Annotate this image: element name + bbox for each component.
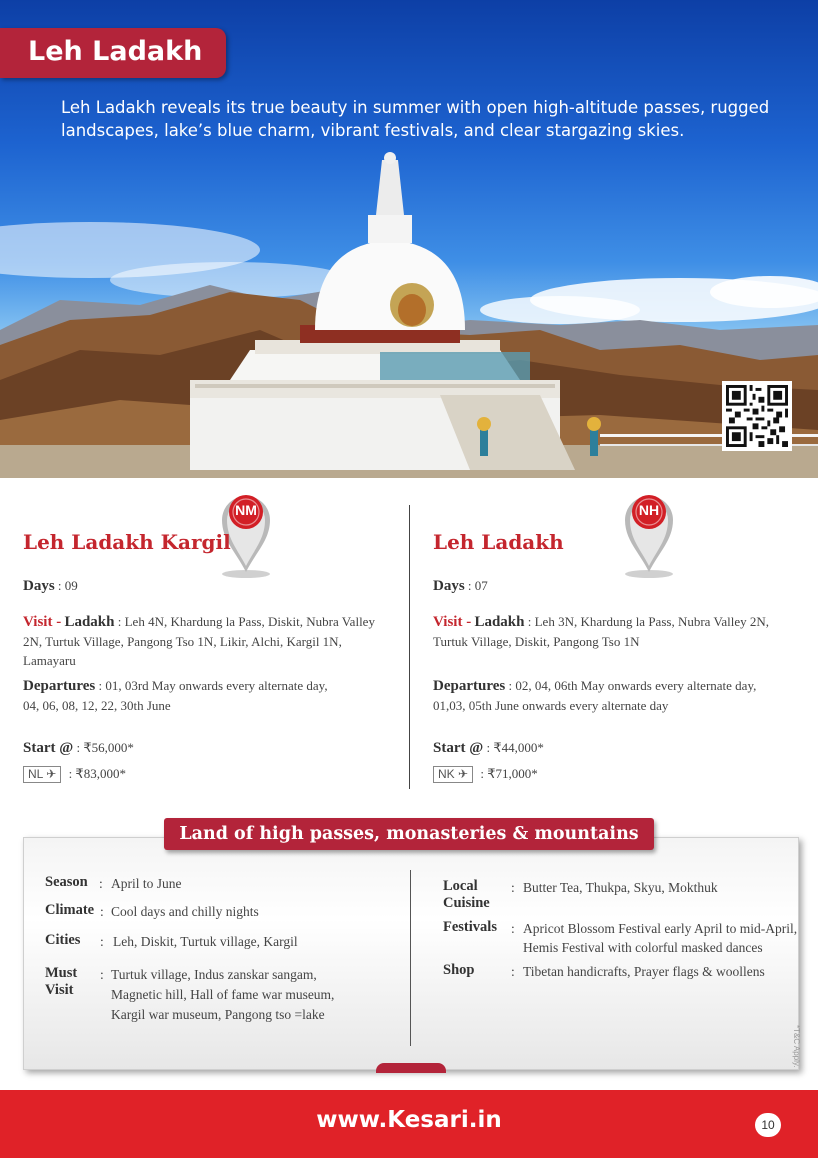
location-pin-icon: [619, 490, 679, 580]
info-value: Butter Tea, Thukpa, Skyu, Mokthuk: [523, 880, 718, 895]
tour-days: [23, 576, 78, 596]
info-key: Must: [45, 965, 78, 981]
start-value: : ₹56,000*: [76, 740, 134, 755]
website-link[interactable]: www.Kesari.in: [316, 1107, 502, 1133]
tour-code-value: : ₹83,000*: [68, 766, 126, 781]
info-key: Shop: [443, 962, 475, 978]
tour-departures: [23, 676, 395, 715]
info-value: Magnetic hill, Hall of fame war museum,: [111, 987, 335, 1002]
start-label: Start @: [23, 740, 74, 756]
info-value: Apricot Blossom Festival early April to mid-April,: [523, 921, 798, 936]
info-local-cuisine: Local Cuisine : Butter Tea, Thukpa, Skyu, Mokthuk: [443, 878, 718, 911]
visit-region: Ladakh: [64, 614, 115, 630]
info-heading: Land of high passes, monasteries & mountains: [179, 824, 639, 844]
info-key: Cities: [45, 932, 81, 948]
tour-code-price: [433, 764, 538, 783]
info-value: Kargil war museum, Pangong tso =lake: [111, 1007, 325, 1022]
departures-line1: : 01, 03rd May onwards every alternate day,: [98, 678, 328, 693]
departures-label: Departures: [433, 678, 506, 694]
visit-label: Visit -: [433, 614, 472, 630]
tour-code-value: : ₹71,000*: [480, 766, 538, 781]
info-value: Turtuk village, Indus zanskar sangam,: [111, 967, 317, 982]
tour-code-badge: [433, 766, 473, 783]
tour-code-price: [23, 764, 126, 783]
info-must-visit: Must Visit : Turtuk village, Indus zanskar sangam, Magnetic hill, Hall of fame war museum, Kargil war museum, Pangong tso =lake: [45, 965, 335, 1022]
destination-title: Leh Ladakh: [28, 36, 203, 67]
info-value: April to June: [111, 876, 182, 891]
tour-title: Leh Ladakh: [433, 530, 564, 554]
terms-note: *T&C Apply.: [792, 1025, 801, 1068]
info-key: Visit: [45, 982, 74, 998]
tour-divider: [409, 505, 410, 789]
tour-start-price: [23, 738, 134, 758]
info-cities: Cities : Leh, Diskit, Turtuk village, Kargil: [45, 932, 298, 949]
tour-visit: [23, 612, 395, 670]
info-divider: [410, 870, 411, 1046]
tour-visit: [433, 612, 805, 651]
start-label: Start @: [433, 740, 484, 756]
tour-badge: NM: [235, 502, 257, 518]
visit-value: : Leh 3N, Khardung la Pass, Nubra Valley 2N, Turtuk Village, Diskit, Pangong Tso 1N: [433, 614, 770, 649]
info-season: Season : April to June: [45, 874, 182, 891]
tour-departures: [433, 676, 805, 715]
tour-start-price: [433, 738, 544, 758]
qr-code-icon[interactable]: [722, 381, 792, 451]
info-heading-ribbon: [164, 818, 654, 850]
flight-icon: ✈: [458, 767, 469, 781]
departures-line2: 01,03, 05th June onwards every alternate day: [433, 698, 669, 713]
tour-title: Leh Ladakh Kargil: [23, 530, 231, 554]
info-festivals: Festivals : Apricot Blossom Festival early April to mid-April, Hemis Festival with colorful masked dances: [443, 919, 798, 955]
visit-region: Ladakh: [474, 614, 525, 630]
info-value: Cool days and chilly nights: [111, 904, 259, 919]
days-value: : 07: [467, 578, 488, 593]
departures-label: Departures: [23, 678, 96, 694]
tour-code: NL: [28, 767, 43, 781]
visit-value: : Leh 4N, Khardung la Pass, Diskit, Nubra Valley 2N, Turtuk Village, Pangong Tso 1N, Likir, Alchi, Kargil 1N, Lamayaru: [23, 614, 375, 668]
info-key: Climate: [45, 902, 95, 918]
tour-badge: NH: [638, 502, 660, 518]
info-key: Festivals: [443, 919, 497, 935]
page-number: 10: [755, 1113, 781, 1137]
info-value: Hemis Festival with colorful masked dances: [523, 940, 763, 955]
tour-days: [433, 576, 488, 596]
destination-description: Leh Ladakh reveals its true beauty in summer with open high-altitude passes, rugged landscapes, lake’s blue charm, vibrant festivals, and clear stargazing skies.: [61, 98, 770, 140]
destination-title-tab: [0, 28, 226, 78]
departures-line2: 04, 06, 08, 12, 22, 30th June: [23, 698, 171, 713]
panel-tab-decoration: [376, 1063, 446, 1073]
departures-line1: : 02, 04, 06th May onwards every alternate day,: [508, 678, 757, 693]
info-value: Leh, Diskit, Turtuk village, Kargil: [113, 934, 298, 949]
days-label: Days: [23, 578, 55, 594]
tour-code-badge: [23, 766, 61, 783]
flight-icon: ✈: [46, 767, 57, 781]
info-key: Cuisine: [443, 895, 490, 911]
tour-code: NK: [438, 767, 455, 781]
visit-label: Visit -: [23, 614, 62, 630]
info-key: Season: [45, 874, 88, 890]
info-climate: Climate : Cool days and chilly nights: [45, 902, 259, 919]
info-value: Tibetan handicrafts, Prayer flags & woollens: [523, 964, 765, 979]
footer-bar: [0, 1090, 818, 1158]
start-value: : ₹44,000*: [486, 740, 544, 755]
days-label: Days: [433, 578, 465, 594]
info-shop: Shop : Tibetan handicrafts, Prayer flags & woollens: [443, 962, 765, 979]
info-key: Local: [443, 878, 478, 894]
hero-banner: [0, 0, 818, 478]
days-value: : 09: [57, 578, 78, 593]
